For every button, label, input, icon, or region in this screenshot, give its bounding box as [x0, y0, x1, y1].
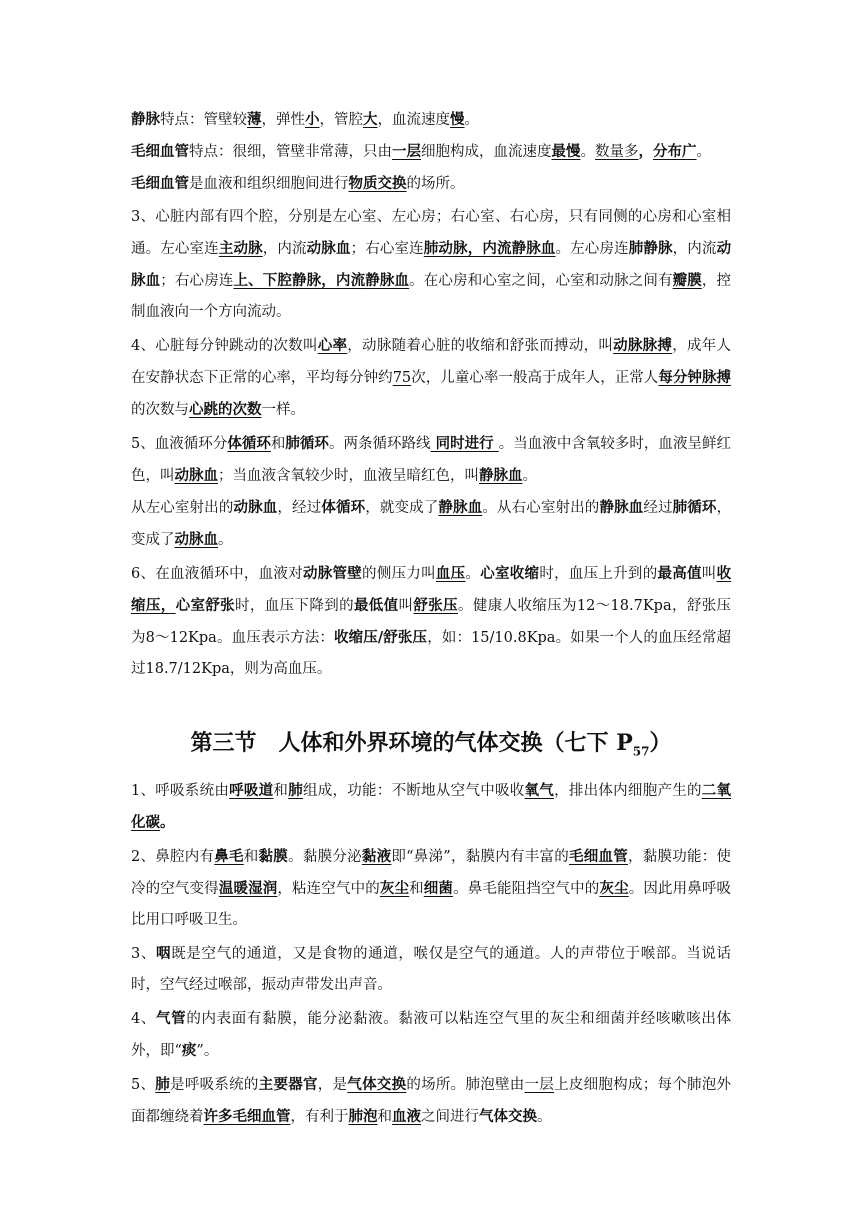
paragraph-vein: 静脉特点：管壁较薄，弹性小，管腔大，血流速度慢。 — [131, 111, 479, 128]
term-vein: 静脉 — [131, 111, 160, 128]
paragraph-capillary: 毛细血管特点：很细，管壁非常薄，只由一层细胞构成，血流速度最慢。数量多，分布广。 — [131, 143, 711, 160]
paragraph-pharynx: 3、咽既是空气的通道，又是食物的通道，喉仅是空气的通道。人的声带位于喉部。当说话时，空气经过喉部，振动声带发出声音。 — [131, 945, 732, 994]
paragraph-lung: 5、肺是呼吸系统的主要器官，是气体交换的场所。肺泡壁由一层上皮细胞构成；每个肺泡外面都缠绕着许多毛细血管，有利于肺泡和血液之间进行气体交换。 — [131, 1076, 732, 1126]
term-capillary: 毛细血管 — [131, 143, 189, 160]
paragraph-respiratory-system: 1、呼吸系统由呼吸道和肺组成，功能：不断地从空气中吸收氧气，排出体内细胞产生的二氧化碳。 — [131, 782, 732, 832]
paragraph-circulation: 5、血液循环分体循环和肺循环。两条循环路线 同时进行 。当血液中含氧较多时，血液呈鲜红色，叫动脉血；当血液含氧较少时，血液呈暗红色，叫静脉血。 — [131, 435, 731, 484]
paragraph-nasal-cavity: 2、鼻腔内有鼻毛和黏膜。黏膜分泌黏液即“鼻涕”，黏膜内有丰富的毛细血管，黏膜功能：使冷的空气变得温暖湿润，粘连空气中的灰尘和细菌。鼻毛能阻挡空气中的灰尘。因此用鼻呼吸比用口呼吸卫生。 — [131, 848, 732, 929]
paragraph-capillary-function: 毛细血管是血液和组织细胞间进行物质交换的场所。 — [131, 175, 465, 192]
section-heading: 第三节 人体和外界环境的气体交换（七下 $P_{57}$） — [190, 730, 672, 759]
document-page — [131, 104, 731, 1133]
paragraph-blood-pressure: 6、在血液循环中，血液对动脉管壁的侧压力叫血压。心室收缩时，血压上升到的最高值叫收缩压，心室舒张时，血压下降到的最低值叫舒张压。健康人收缩压为12～18.7Kpa，舒张压为8～12Kpa。血压表示方法：收缩压/舒张压，如：15/10.8Kpa。如果一个人的血压经常超过18.7/12Kpa，则为高血压。 — [131, 565, 732, 677]
paragraph-trachea: 4、气管的内表面有黏膜，能分泌黏液。黏液可以粘连空气里的灰尘和细菌并经咳嗽咳出体外，即“痰”。 — [131, 1010, 731, 1060]
paragraph-heart-chambers: 3、心脏内部有四个腔，分别是左心室、左心房；右心室、右心房，只有同侧的心房和心室相通。左心室连主动脉，内流动脉血；右心室连肺动脉，内流静脉血。左心房连肺静脉，内流动脉血；右心房连上、下腔静脉，内流静脉血。在心房和心室之间，心室和动脉之间有瓣膜，控制血液向一个方向流动。 — [131, 209, 732, 320]
paragraph-blood-conversion: 从左心室射出的动脉血，经过体循环，就变成了静脉血。从右心室射出的静脉血经过肺循环，变成了动脉血。 — [131, 499, 732, 548]
paragraph-heart-rate: 4、心脏每分钟跳动的次数叫心率，动脉随着心脏的收缩和舒张而搏动，叫动脉脉搏，成年人在安静状态下正常的心率，平均每分钟约75次，儿童心率一般高于成年人，正常人每分钟脉搏的次数与心跳的次数一样。 — [131, 337, 732, 418]
